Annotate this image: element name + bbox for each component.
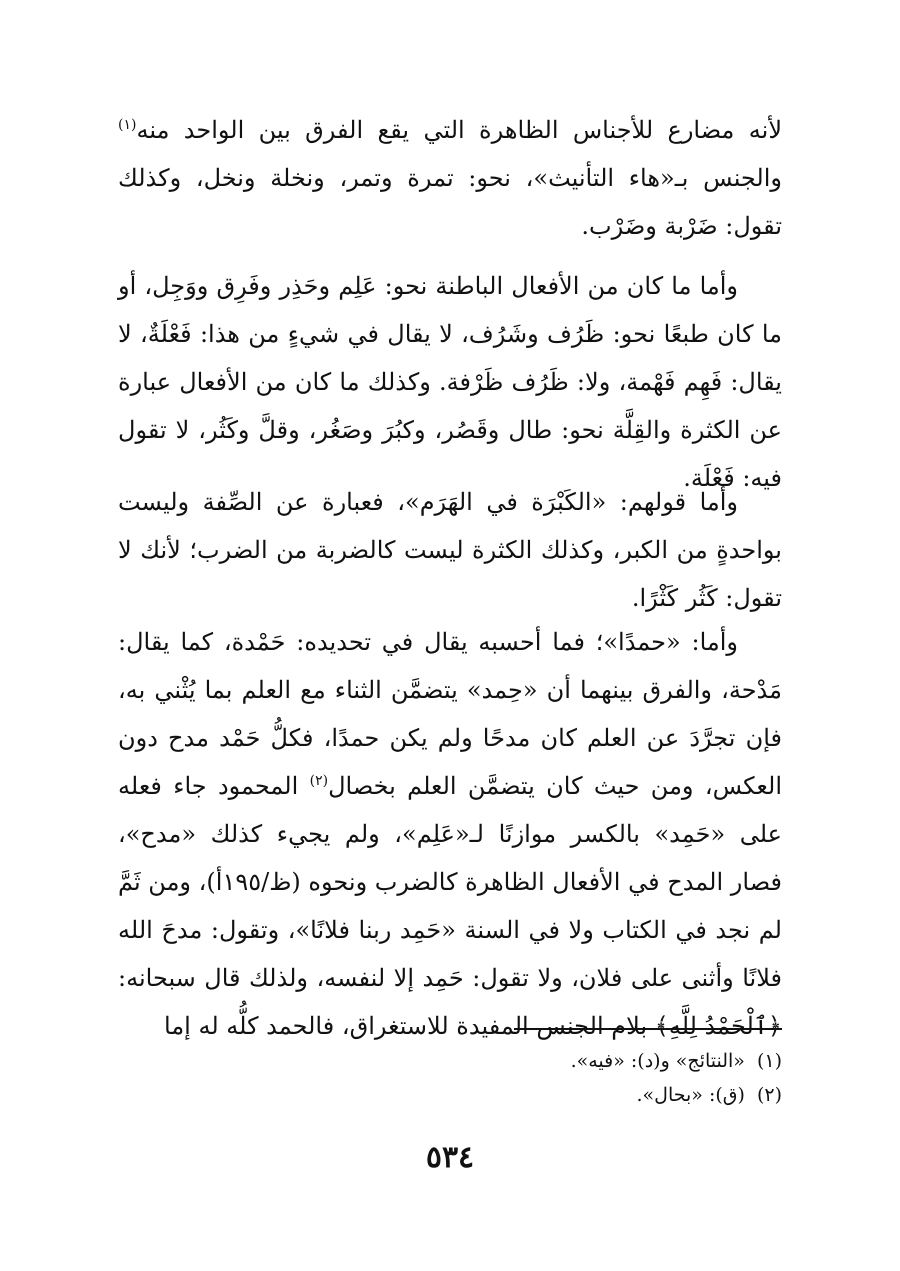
paragraph-1-part-2: والجنس بـ«هاء التأنيث»، نحو: تمرة وتمر، ونخلة ونخل، وكذلك تقول: ضَرْبة وضَرْب.: [118, 164, 782, 240]
footnotes: [118, 1044, 782, 1112]
paragraph-2: [118, 262, 782, 502]
paragraph-1-part-1: لأنه مضارع للأجناس الظاهرة التي يقع الفرق بين الواحد منه: [136, 116, 783, 144]
page-number: ٥٣٤: [425, 1140, 475, 1175]
footnote-separator: [514, 1028, 782, 1030]
footnote-2-text: (ق): «بحال».: [636, 1084, 745, 1106]
footnote-ref-2: (٢): [309, 773, 329, 789]
paragraph-1: [118, 106, 782, 250]
paragraph-4-part-2: المحمود جاء فعله على «حَمِد» بالكسر موازنًا لـ«عَلِم»، ولم يجيء كذلك «مدح»، فصار المدح في الأفعال الظاهرة كالضرب ونحوه (ظ/١٩٥أ)، ومن ثَمَّ لم نجد في الكتاب ولا في السنة «حَمِد ربنا فلانًا»، وتقول: مدحَ الله فلانًا وأثنى على فلان، ولا تقول: حَمِد إلا لنفسه، ولذلك قال سبحانه: ﴿ٱلْحَمْدُ لِلَّهِ﴾ بلام الجنس المفيدة للاستغراق، فالحمد كلُّه له إما: [118, 772, 782, 1040]
paragraph-4: [118, 618, 782, 1050]
footnote-2-number: (٢): [756, 1084, 782, 1106]
footnote-1: [118, 1044, 782, 1078]
paragraph-2-text: وأما ما كان من الأفعال الباطنة نحو: عَلِم وحَذِر وفَرِق ووَجِل، أو ما كان طبعًا نحو: ظَرُف وشَرُف، لا يقال في شيءٍ من هذا: فَعْلَةٌ، لا يقال: فَهِم فَهْمة، ولا: ظَرُف ظَرْفة. وكذلك ما كان من الأفعال عبارة عن الكثرة والقِلَّة نحو: طال وقَصُر، وكبُرَ وصَغُر، وقلَّ وكَثُر، لا تقول فيه: فَعْلَة.: [118, 272, 782, 492]
footnote-ref-1: (١): [118, 117, 137, 133]
paragraph-3-text: وأما قولهم: «الكَبْرَة في الهَرَم»، فعبارة عن الصِّفة وليست بواحدةٍ من الكبر، وكذلك الكثرة ليست كالضربة من الضرب؛ لأنك لا تقول: كَثُر كَثْرًا.: [118, 488, 782, 612]
paragraph-3: [118, 478, 782, 622]
footnote-1-number: (١): [756, 1050, 782, 1072]
footnote-1-text: «النتائج» و(د): «فيه».: [570, 1050, 745, 1072]
footnote-2: [118, 1078, 782, 1112]
paragraph-4-part-1: وأما: «حمدًا»؛ فما أحسبه يقال في تحديده: حَمْدة، كما يقال: مَدْحة، والفرق بينهما أن «حِمد» يتضمَّن الثناء مع العلم بما يُثْني به، فإن تجرَّدَ عن العلم كان مدحًا ولم يكن حمدًا، فكلُّ حَمْد مدح دون العكس، ومن حيث كان يتضمَّن العلم بخصال: [118, 628, 782, 800]
